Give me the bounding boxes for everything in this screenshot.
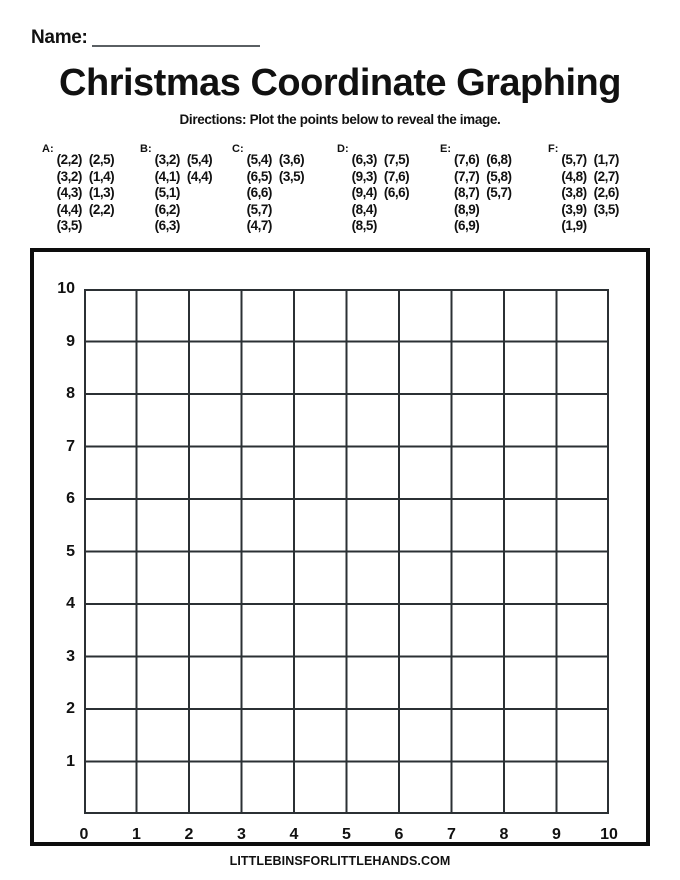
coordinate-point: (9,4) [351, 185, 377, 201]
coordinate-point: (6,3) [351, 152, 377, 167]
coordinate-group-label: B: [140, 143, 152, 155]
coordinate-point: (2,2) [56, 152, 82, 167]
coordinate-point: (3,5) [278, 168, 305, 184]
graph-panel [30, 248, 650, 846]
coordinate-column [594, 152, 619, 235]
y-axis-tick-label: 4 [66, 595, 75, 612]
page-title: Christmas Coordinate Graphing [59, 62, 621, 104]
coordinate-column [454, 152, 479, 235]
coordinate-point: (1,7) [593, 152, 619, 167]
coordinate-point: (8,7) [454, 185, 480, 201]
y-axis-tick-label: 6 [66, 490, 75, 507]
coordinate-point: (1,3) [88, 185, 115, 201]
y-axis-tick-label: 9 [66, 332, 75, 350]
coordinate-point: (4,7) [246, 218, 272, 234]
y-axis-tick-label: 5 [66, 542, 75, 560]
footer-attribution: LITTLEBINSFORLITTLEHANDS.COM [229, 854, 451, 868]
coordinate-point: (1,4) [88, 168, 115, 184]
y-axis-tick-label: 8 [66, 385, 75, 402]
coordinate-point: (5,7) [486, 185, 512, 201]
coordinate-column [155, 152, 180, 235]
coordinate-point: (7,6) [383, 168, 410, 184]
coordinate-column [89, 152, 114, 235]
coordinate-point: (6,5) [246, 168, 272, 184]
coordinate-column [384, 152, 409, 235]
coordinate-point: (3,5) [593, 201, 619, 217]
coordinate-group-c [232, 144, 304, 235]
x-axis-tick-label: 0 [79, 826, 89, 843]
coordinate-point: (7,5) [383, 152, 410, 167]
x-axis-tick-label: 3 [237, 826, 246, 843]
name-input-blank[interactable] [92, 30, 260, 47]
coordinate-point: (6,8) [486, 152, 512, 167]
coordinate-columns [454, 144, 512, 235]
coordinate-point: (3,8) [561, 185, 587, 201]
coordinate-lists [38, 144, 658, 242]
x-axis-tick-label: 7 [447, 826, 456, 843]
coordinate-columns [247, 144, 305, 235]
coordinate-point: (2,6) [593, 185, 619, 201]
x-axis-tick-label: 4 [289, 826, 299, 843]
coordinate-columns [155, 144, 213, 235]
x-axis-tick-label: 8 [499, 826, 509, 843]
coordinate-point: (6,6) [246, 185, 272, 201]
x-axis-tick-label: 10 [600, 826, 618, 843]
x-axis-tick-label: 1 [132, 826, 141, 843]
x-axis-tick-label: 6 [394, 826, 404, 843]
coordinate-group-d [337, 144, 409, 235]
coordinate-group-f [548, 144, 619, 235]
directions-text: Directions: Plot the points below to reveal the image. [179, 112, 501, 127]
coordinate-column [57, 152, 82, 235]
coordinate-point: (5,1) [154, 185, 180, 201]
coordinate-point: (3,9) [561, 201, 587, 217]
coordinate-point: (4,8) [561, 168, 587, 184]
coordinate-point: (3,5) [56, 218, 82, 234]
coordinate-point: (2,7) [593, 168, 619, 184]
coordinate-point: (8,5) [351, 218, 377, 234]
coordinate-group-label: F: [548, 143, 559, 155]
coordinate-column [352, 152, 377, 235]
coordinate-point: (6,6) [383, 185, 410, 201]
coordinate-columns [57, 144, 115, 235]
coordinate-columns [561, 144, 619, 235]
coordinate-point: (8,4) [351, 201, 377, 217]
coordinate-group-label: A: [42, 143, 54, 155]
coordinate-point: (9,3) [351, 168, 377, 184]
coordinate-point: (4,4) [56, 201, 82, 217]
coordinate-point: (2,5) [88, 152, 115, 167]
coordinate-point: (7,6) [454, 152, 480, 167]
coordinate-column [279, 152, 304, 235]
coordinate-column [486, 152, 511, 235]
coordinate-grid[interactable] [57, 280, 618, 843]
coordinate-point: (4,1) [154, 168, 180, 184]
coordinate-point: (6,2) [154, 201, 180, 217]
y-axis-tick-label: 3 [66, 647, 75, 665]
coordinate-point: (3,2) [154, 152, 180, 167]
coordinate-point: (6,3) [154, 218, 180, 234]
coordinate-group-label: D: [337, 143, 349, 155]
coordinate-column [187, 152, 212, 235]
coordinate-columns [352, 144, 410, 235]
coordinate-point: (5,4) [246, 152, 272, 167]
y-axis-tick-label: 2 [66, 700, 75, 717]
coordinate-point: (3,2) [56, 168, 82, 184]
coordinate-point: (8,9) [454, 201, 480, 217]
coordinate-point: (4,4) [186, 168, 213, 184]
coordinate-group-a [42, 144, 114, 235]
coordinate-group-label: E: [440, 143, 451, 155]
y-axis-tick-label: 7 [66, 437, 75, 455]
coordinate-group-e [440, 144, 512, 235]
coordinate-point: (1,9) [561, 218, 587, 234]
name-field-row [31, 28, 260, 47]
coordinate-group-label: C: [232, 143, 244, 155]
coordinate-point: (5,7) [561, 152, 587, 167]
x-axis-tick-label: 9 [552, 826, 561, 843]
coordinate-point: (5,8) [486, 168, 512, 184]
coordinate-point: (5,4) [186, 152, 213, 167]
coordinate-column [561, 152, 586, 235]
coordinate-point: (7,7) [454, 168, 480, 184]
x-axis-tick-label: 5 [342, 826, 351, 843]
x-axis-tick-label: 2 [184, 826, 194, 843]
name-label: Name: [31, 27, 88, 48]
y-axis-tick-label: 1 [66, 752, 75, 770]
grid-lines [84, 289, 609, 814]
coordinate-point: (6,9) [454, 218, 480, 234]
coordinate-point: (4,3) [56, 185, 82, 201]
coordinate-column [247, 152, 272, 235]
coordinate-point: (3,6) [278, 152, 305, 167]
coordinate-point: (5,7) [246, 201, 272, 217]
coordinate-group-b [140, 144, 212, 235]
coordinate-point: (2,2) [88, 201, 115, 217]
y-axis-tick-label: 10 [57, 280, 75, 297]
